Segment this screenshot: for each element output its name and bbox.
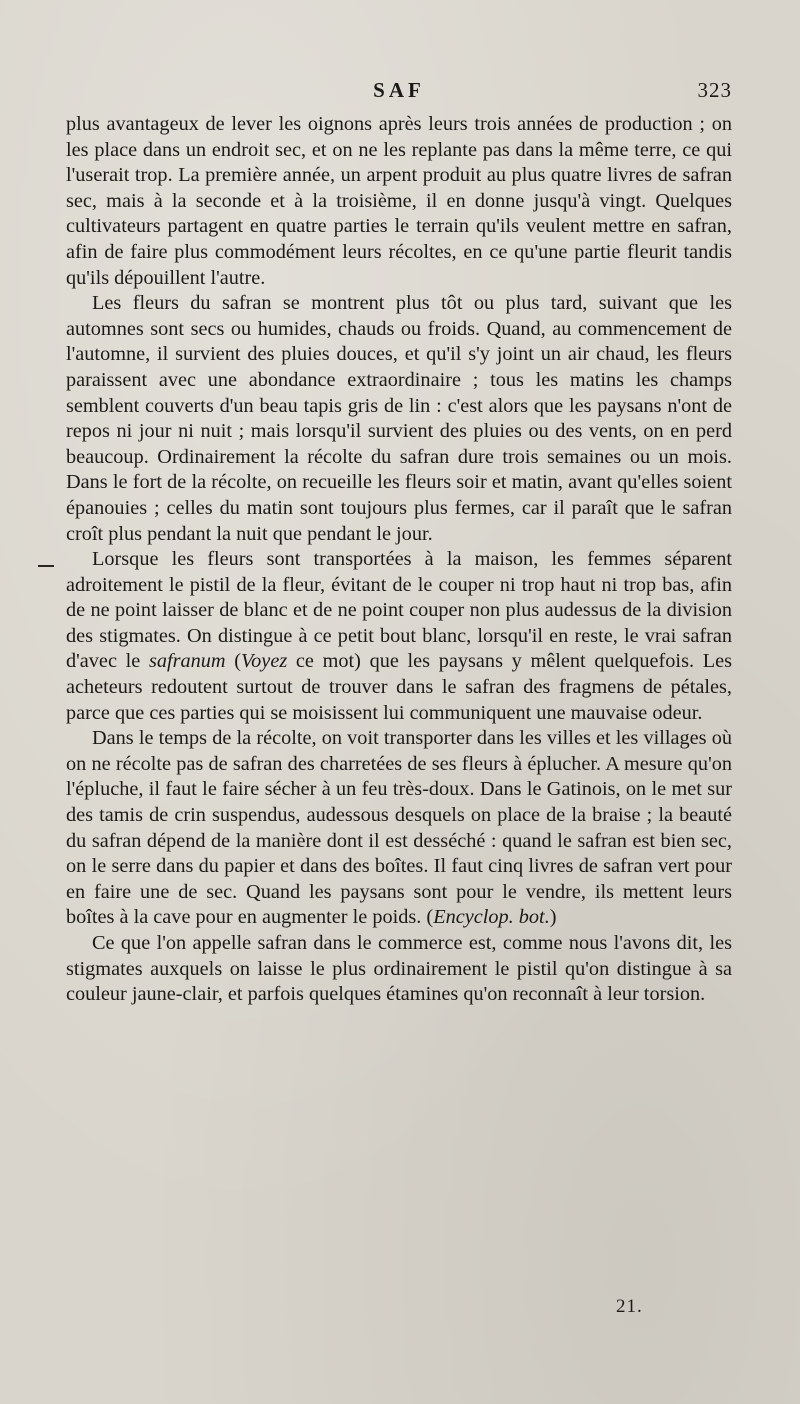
paragraph-5 xyxy=(66,931,732,1008)
paragraph-text: ) xyxy=(549,906,557,929)
page-header xyxy=(66,78,732,108)
italic-reference: Voyez xyxy=(241,650,288,673)
paragraph-text: ce mot) que les paysans y mêlent quelquefois. Les acheteurs redoutent surtout de trouver dans le safran des fragmens de pétales, parce que ces parties qui se moisissent lui communiquent une mauvaise odeur. xyxy=(66,650,732,724)
running-head: SAF xyxy=(373,78,425,102)
paragraph-text: ( xyxy=(225,650,242,673)
body-text xyxy=(66,112,732,1008)
page-number: 323 xyxy=(697,78,732,102)
paragraph-text: plus avantageux de lever les oignons après leurs trois années de production ; on les place dans un endroit sec, et on ne les replante pas dans la même terre, ce qui l'userait trop. La première année, un arpent produit au plus quatre livres de safran sec, mais à la seconde et à la troisième, il en donne jusqu'à vingt. Quelques cultivateurs partagent en quatre parties le terrain qu'ils veulent mettre en safran, afin de faire plus commodément leurs récoltes, en ce qu'une partie fleurit tandis qu'ils dépouillent l'autre. xyxy=(66,113,732,289)
italic-term: safranum xyxy=(148,650,226,673)
paragraph-3 xyxy=(66,547,732,726)
signature-mark: 21. xyxy=(616,1296,643,1317)
margin-dash-mark xyxy=(38,565,54,567)
paragraph-4 xyxy=(66,726,732,931)
paragraph-2 xyxy=(66,291,732,547)
italic-citation: Encyclop. bot. xyxy=(433,906,550,929)
paragraph-1 xyxy=(66,112,732,291)
paragraph-text: Les fleurs du safran se montrent plus tôt ou plus tard, suivant que les automnes sont secs ou humides, chauds ou froids. Quand, au commencement de l'automne, il survient des pluies douces, et qu'il s'y joint un air chaud, les fleurs paraissent avec une abondance extraordinaire ; tous les matins les champs semblent couverts d'un beau tapis gris de lin : c'est alors que les paysans n'ont de repos ni jour ni nuit ; mais lorsqu'il survient des pluies ou des vents, on en perd beaucoup. Ordinairement la récolte du safran dure trois semaines ou un mois. Dans le fort de la récolte, on recueille les fleurs soir et matin, avant qu'elles soient épanouies ; celles du matin sont toujours plus fermes, car il paraît que le safran croît plus pendant la nuit que pendant le jour. xyxy=(66,292,732,545)
paragraph-text: Ce que l'on appelle safran dans le commerce est, comme nous l'avons dit, les stigmates auxquels on laisse le plus ordinairement le pistil qu'on distingue à sa couleur jaune-clair, et parfois quelques étamines qu'on reconnaît à leur torsion. xyxy=(66,932,732,1006)
paragraph-text: Dans le temps de la récolte, on voit transporter dans les villes et les villages où on ne récolte pas de safran des charretées de ses fleurs à éplucher. A mesure qu'on l'épluche, il faut le faire sécher à un feu très-doux. Dans le Gatinois, on le met sur des tamis de crin suspendus, audessous desquels on place de la braise ; la beauté du safran dépend de la manière dont il est desséché : quand le safran est bien sec, on le serre dans du papier et dans des boîtes. Il faut cinq livres de safran vert pour en faire une de sec. Quand les paysans sont pour le vendre, ils mettent leurs boîtes à la cave pour en augmenter le poids. ( xyxy=(66,727,732,929)
paragraph-text: Lorsque les fleurs sont transportées à la maison, les femmes séparent adroitement le pistil de la fleur, évitant de le couper ni trop haut ni trop bas, afin de ne point laisser de blanc et de ne point couper non plus audessus de la division des stigmates. On distingue à ce petit bout blanc, lorsqu'il en reste, le vrai safran d'avec le xyxy=(66,548,732,673)
